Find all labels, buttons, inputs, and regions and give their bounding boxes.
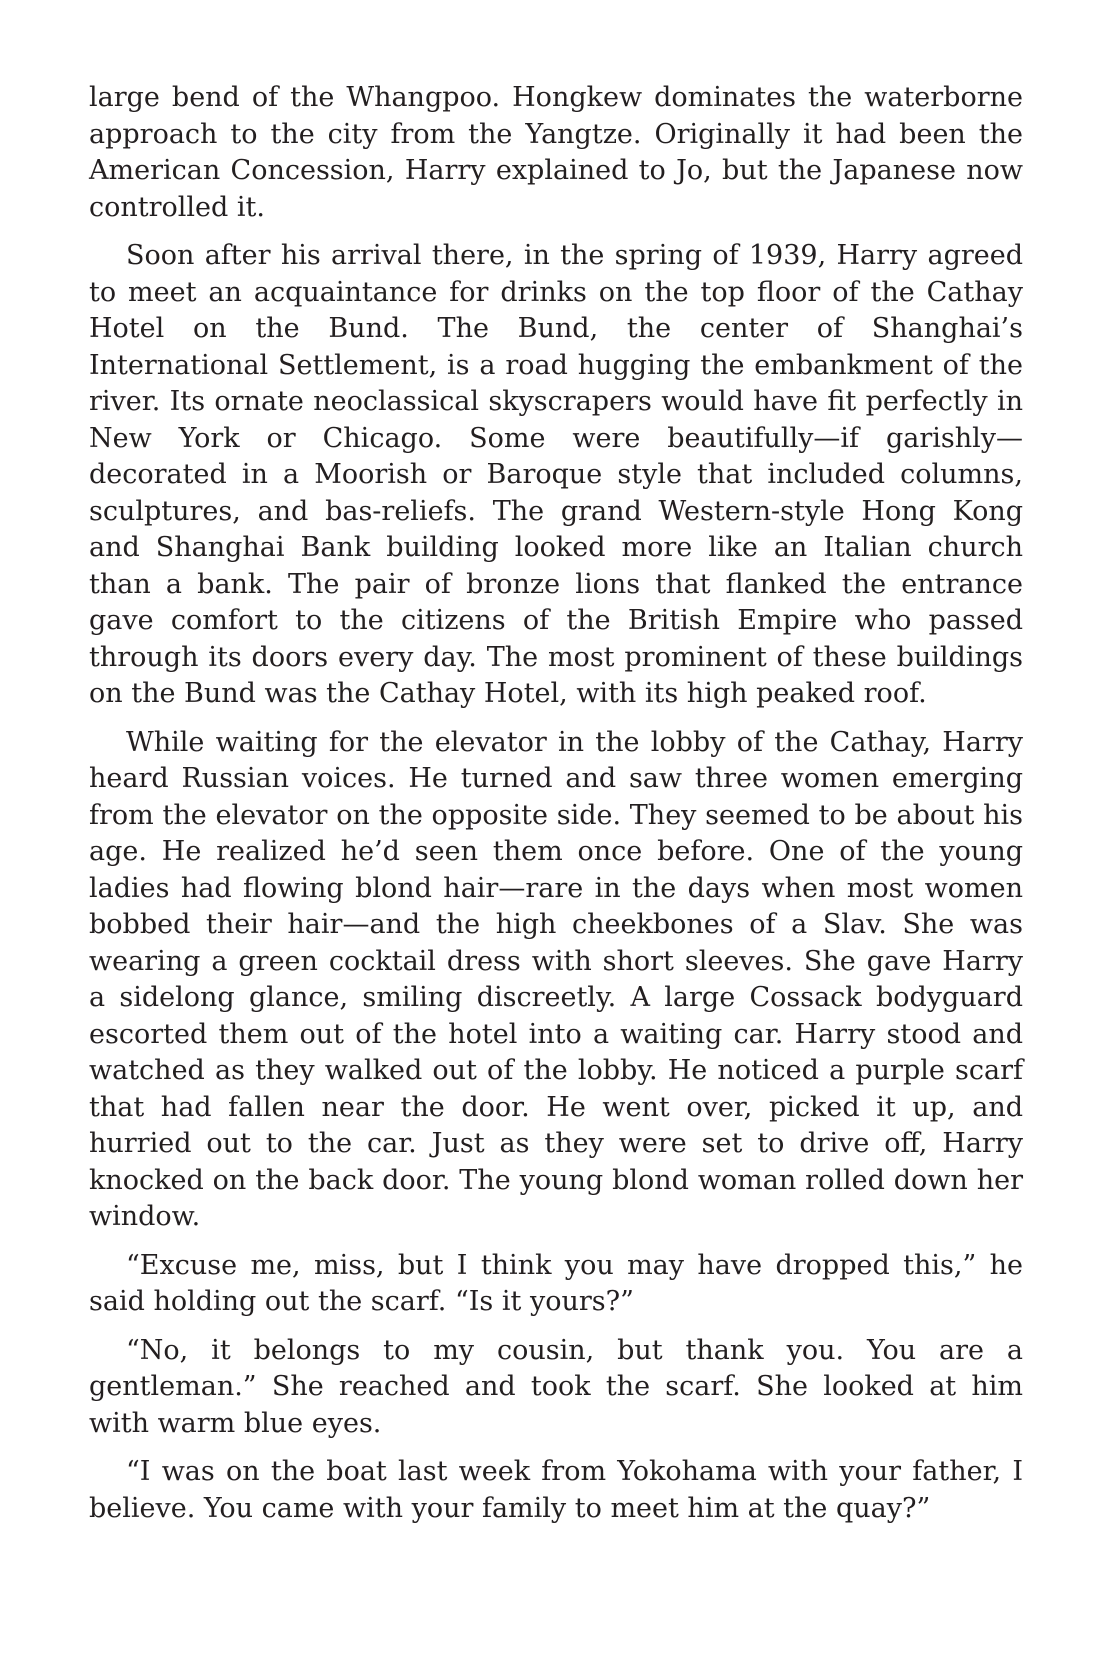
book-page [89, 80, 1023, 1539]
paragraph-3: While waiting for the elevator in the lobby of the Cathay, Harry heard Russian voices. He turned and saw three women emerging from the elevator on the opposite side. They seemed to be about his age. He realized he’d seen them once before. One of the young ladies had flowing blond hair—rare in the days when most women bobbed their hair—and the high cheekbones of a Slav. She was wearing a green cocktail dress with short sleeves. She gave Harry a sidelong glance, smiling discreetly. A large Cossack bodyguard escorted them out of the hotel into a waiting car. Harry stood and watched as they walked out of the lobby. He noticed a purple scarf that had fallen near the door. He went over, picked it up, and hurried out to the car. Just as they were set to drive off, Harry knocked on the back door. The young blond woman rolled down her window. [89, 726, 1023, 1232]
paragraph-6: “I was on the boat last week from Yokohama with your father, I believe. You came with your family to meet him at the quay?” [89, 1456, 1023, 1524]
paragraph-4: “Excuse me, miss, but I think you may have dropped this,” he said holding out the scarf. “Is it yours?” [89, 1249, 1023, 1317]
paragraph-2: Soon after his arrival there, in the spring of 1939, Harry agreed to meet an acquaintance for drinks on the top floor of the Cathay Hotel on the Bund. The Bund, the center of Shanghai’s International Settlement, is a road hugging the embankment of the river. Its ornate neoclassical skyscrapers would have fit perfectly in New York or Chicago. Some were beautifully—if garishly—decorated in a Moorish or Baroque style that included columns, sculptures, and bas-reliefs. The grand Western-style Hong Kong and Shanghai Bank building looked more like an Italian church than a bank. The pair of bronze lions that flanked the entrance gave comfort to the citizens of the British Empire who passed through its doors every day. The most prominent of these buildings on the Bund was the Cathay Hotel, with its high peaked roof. [89, 240, 1023, 709]
paragraph-5: “No, it belongs to my cousin, but thank you. You are a gentleman.” She reached and took the scarf. She looked at him with warm blue eyes. [89, 1334, 1023, 1439]
paragraph-1: large bend of the Whangpoo. Hongkew dominates the waterborne approach to the city from the Yangtze. Originally it had been the American Concession, Harry explained to Jo, but the Japanese now controlled it. [89, 82, 1023, 223]
